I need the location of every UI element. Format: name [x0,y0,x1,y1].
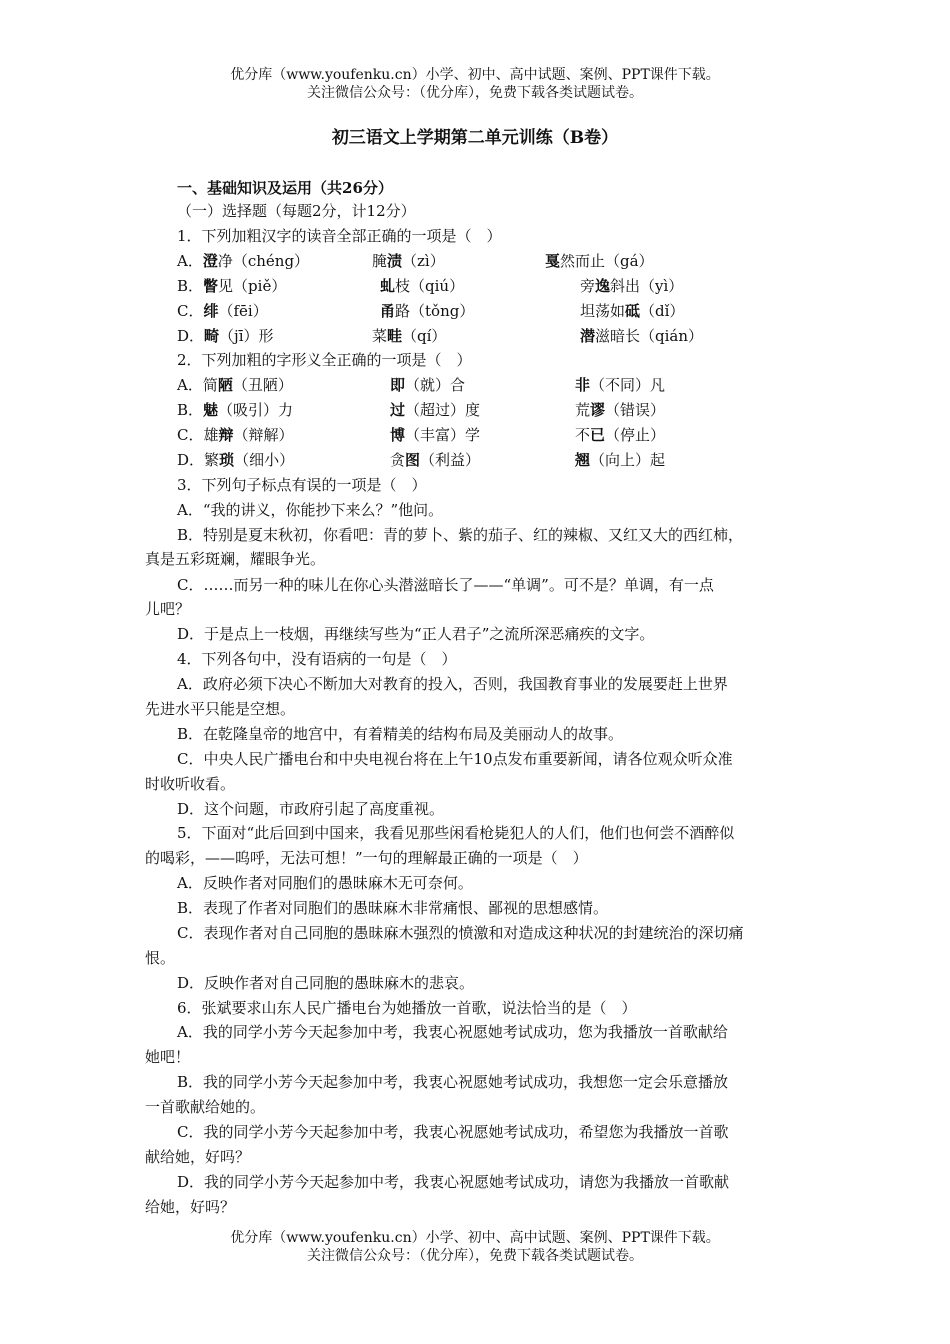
bold-char: 瞥 [203,277,219,295]
q2-option-c [177,424,666,446]
q3-option-d: D．于是点上一枝烟，再继续写些为“正人君子”之流所深恶痛疾的文字。 [177,625,655,643]
bold-char: 陋 [217,376,233,394]
bold-char: 已 [590,426,606,444]
q4-option-a-line2: 先进水平只能是空想。 [145,700,296,718]
page-title: 初三语文上学期第二单元训练（B卷） [331,128,619,148]
q6-stem: 6．张斌要求山东人民广播电台为她播放一首歌，说法恰当的是（ ） [177,999,637,1017]
bold-char: 戛 [545,252,561,270]
q2-option-a [177,374,666,396]
bold-char: 辩 [218,426,234,444]
option-label: D． [177,451,205,469]
bold-char: 潜 [580,327,596,345]
q2-stem: 2．下列加粗的字形义全正确的一项是（ ） [177,351,472,369]
option-text: 荒 [575,401,591,419]
option-text: 贪 [390,451,406,469]
option-text: （jī）形 [219,327,274,345]
option-text: 坦荡如 [580,302,626,320]
q4-option-d: D．这个问题，市政府引起了高度重视。 [177,800,445,818]
option-text: （细小） [234,451,295,469]
q3-option-a: A．“我的讲义，你能抄下来么？”他问。 [177,501,444,519]
q4-option-a-line1: A．政府必须下决心不断加大对教育的投入，否则，我国教育事业的发展要赶上世界 [177,675,728,693]
option-text: 雄 [203,426,219,444]
q3-option-c-line1: C．……而另一种的味儿在你心头潜滋暗长了——“单调”。可不是？单调，有一点 [177,576,714,594]
subsection-heading: （一）选择题（每题2分，计12分） [177,202,416,220]
section-heading: 一、基础知识及运用（共26分） [177,179,393,197]
q6-option-a-line2: 她吧！ [145,1048,191,1066]
q4-option-c-line1: C．中央人民广播电台和中央电视台将在上午10点发布重要新闻，请各位观众听众准 [177,750,733,768]
q6-option-d-line1: D．我的同学小芳今天起参加中考，我衷心祝愿她考试成功，请您为我播放一首歌献 [177,1173,730,1191]
header-line-2: 关注微信公众号：（优分库），免费下载各类试题试卷。 [307,85,643,101]
option-text: （超过）度 [405,401,481,419]
option-text: （丑陋） [232,376,293,394]
option-text: 斜出（yì） [610,277,684,295]
option-text: 见（piě） [218,277,287,295]
bold-char: 渍 [387,252,403,270]
footer-line-1: 优分库（www.youfenku.cn）小学、初中、高中试题、案例、PPT课件下载。 [230,1230,720,1246]
q6-option-c-line1: C．我的同学小芳今天起参加中考，我衷心祝愿她考试成功，希望您为我播放一首歌 [177,1123,729,1141]
bold-char: 图 [405,451,421,469]
option-text: 然而止（gá） [560,252,654,270]
option-text: （dǐ） [640,302,685,320]
option-text: （不同）凡 [590,376,666,394]
option-text: （错误） [605,401,666,419]
option-label: C． [177,302,204,320]
q5-option-c-line2: 恨。 [145,949,176,967]
bold-char: 翘 [575,451,591,469]
q2-option-b [177,399,666,421]
q6-option-d-line2: 给她，好吗？ [145,1198,236,1216]
q1-option-c [177,300,685,322]
option-label: B． [177,401,204,419]
q4-stem: 4．下列各句中，没有语病的一句是（ ） [177,650,457,668]
option-text: 简 [202,376,218,394]
q1-option-d [177,325,704,347]
q1-stem: 1．下列加粗汉字的读音全部正确的一项是（ ） [177,227,502,245]
bold-char: 澄 [202,252,218,270]
bold-char: 畦 [387,327,403,345]
option-text: （停止） [605,426,666,444]
bold-char: 绯 [203,302,219,320]
option-text: 腌 [372,252,388,270]
option-text: 旁 [580,277,596,295]
option-text: 滋暗长（qián） [595,327,704,345]
option-label: A． [177,376,203,394]
bold-char: 谬 [590,401,606,419]
bold-char: 琐 [219,451,235,469]
q6-option-c-line2: 献给她，好吗？ [145,1148,251,1166]
q5-option-d: D．反映作者对自己同胞的愚昧麻木的悲哀。 [177,974,475,992]
q3-stem: 3．下列句子标点有误的一项是（ ） [177,476,427,494]
option-text: 枝（qiú） [395,277,465,295]
option-label: D． [177,327,205,345]
bold-char: 过 [390,401,406,419]
bold-char: 即 [390,376,406,394]
q5-stem-line2: 的喝彩，——呜呼，无法可想！”一句的理解最正确的一项是（ ） [145,849,588,867]
q1-option-b [177,275,684,297]
option-text: （qí） [402,327,447,345]
q3-option-c-line2: 儿吧？ [145,600,191,618]
option-text: 不 [575,426,591,444]
option-text: （向上）起 [590,451,666,469]
q5-option-b: B．表现了作者对同胞们的愚昧麻木非常痛恨、鄙视的思想感情。 [177,899,609,917]
bold-char: 砥 [625,302,641,320]
bold-char: 非 [575,376,591,394]
q4-option-c-line2: 时收听收看。 [145,775,236,793]
option-text: （丰富）学 [405,426,481,444]
q2-option-d [177,449,666,471]
option-text: （利益） [420,451,481,469]
option-text: （fēi） [218,302,268,320]
q5-option-a: A．反映作者对同胞们的愚昧麻木无可奈何。 [177,874,473,892]
option-text: （吸引）力 [218,401,294,419]
q1-option-a [177,250,654,272]
q6-option-a-line1: A．我的同学小芳今天起参加中考，我衷心祝愿她考试成功，您为我播放一首歌献给 [177,1023,728,1041]
option-text: 繁 [204,451,220,469]
option-text: （辩解） [233,426,294,444]
q6-option-b-line1: B．我的同学小芳今天起参加中考，我衷心祝愿她考试成功，我想您一定会乐意播放 [177,1073,729,1091]
q4-option-b: B．在乾隆皇帝的地宫中，有着精美的结构布局及美丽动人的故事。 [177,725,624,743]
option-text: （就）合 [405,376,466,394]
option-text: 菜 [372,327,388,345]
option-label: A． [177,252,203,270]
q5-stem-line1: 5．下面对“此后回到中国来，我看见那些闲看枪毙犯人的人们，他们也何尝不酒醉似 [177,824,735,842]
footer-line-2: 关注微信公众号：（优分库），免费下载各类试题试卷。 [307,1248,643,1264]
bold-char: 甬 [380,302,396,320]
q3-option-b-line2: 真是五彩斑斓，耀眼争光。 [145,550,326,568]
q3-option-b-line1: B．特别是夏末秋初，你看吧：青的萝卜、紫的茄子、红的辣椒、又红又大的西红柿， [177,526,744,544]
bold-char: 魅 [203,401,219,419]
q5-option-c-line1: C．表现作者对自己同胞的愚昧麻木强烈的愤激和对造成这种状况的封建统治的深切痛 [177,924,744,942]
option-text: 净（chéng） [217,252,310,270]
option-label: B． [177,277,204,295]
bold-char: 逸 [595,277,611,295]
option-text: （zì） [402,252,445,270]
header-line-1: 优分库（www.youfenku.cn）小学、初中、高中试题、案例、PPT课件下载。 [230,67,720,83]
option-text: 路（tǒng） [395,302,475,320]
bold-char: 畸 [204,327,220,345]
bold-char: 博 [390,426,406,444]
bold-char: 虬 [380,277,396,295]
q6-option-b-line2: 一首歌献给她的。 [145,1098,266,1116]
option-label: C． [177,426,204,444]
